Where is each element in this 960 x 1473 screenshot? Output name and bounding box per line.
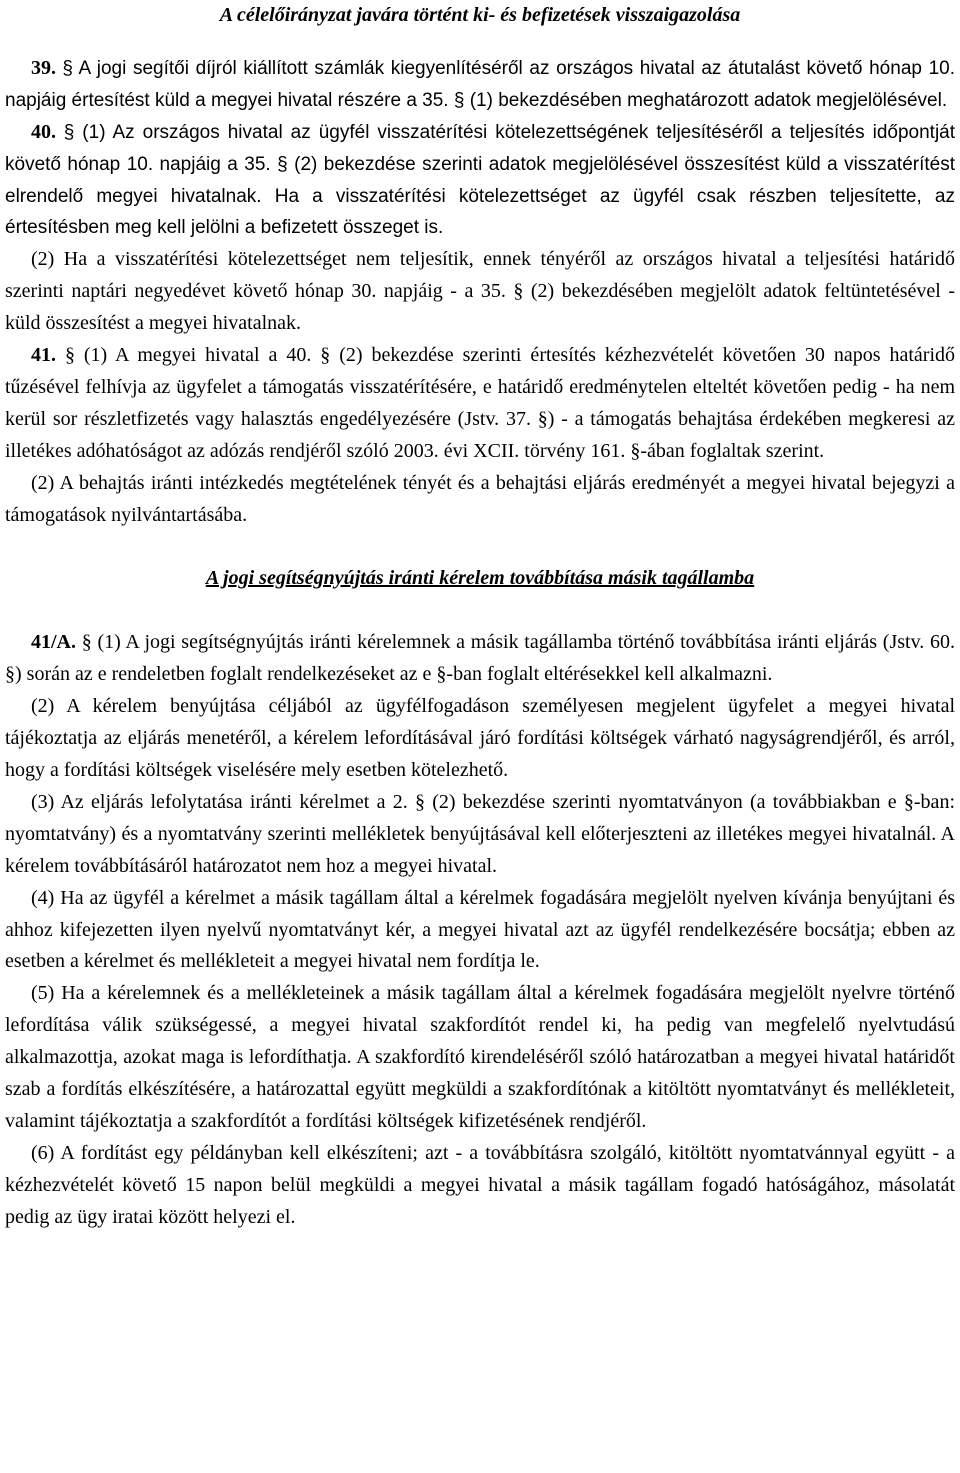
paragraph-41a-2 xyxy=(5,691,955,787)
paragraph-number: 39. xyxy=(31,56,56,79)
paragraph-39 xyxy=(5,53,955,117)
paragraph-text: (5) Ha a kérelemnek és a mellékleteinek a másik tagállam által a kérelmek fogadására megjelölt nyelvre történő lefordítása válik szükségessé, a megyei hivatal szakfordítót rendel ki, ha pedig van megfelelő nyelvtudású alkalmazottja, azokat maga is lefordíthatja. A szakfordító kirendeléséről szóló határozatban a megyei hivatal határidőt szab a fordítás elkészítésére, a határozattal együtt megküldi a szakfordítónak a kitöltött nyomtatványt és mellékleteit, valamint tájékoztatja a szakfordítót a fordítási költségek kifizetésének rendjéről. xyxy=(5,982,955,1132)
paragraph-number: 41. xyxy=(31,344,56,367)
paragraph-text: (4) Ha az ügyfél a kérelmet a másik tagállam által a kérelmek fogadására megjelölt nyelven kívánja benyújtani és ahhoz kifejezetten ilyen nyelvű nyomtatványt kér, a megyei hivatal azt az ügyfél rendelkezésére bocsátja; ebben az esetben a kérelmet és mellékleteit a megyei hivatal nem fordítja le. xyxy=(5,886,955,973)
section-title: A jogi segítségnyújtás iránti kérelem továbbítása másik tagállamba xyxy=(205,566,755,589)
section-body xyxy=(5,53,955,532)
paragraph-41a xyxy=(5,627,955,691)
paragraph-text: (2) A kérelem benyújtása céljából az ügyfélfogadáson személyesen megjelent ügyfelet a megyei hivatal tájékoztatja az eljárás menetéről, a kérelem lefordításával járó fordítási költségek várható nagyságrendjéről, és arról, hogy a fordítási költségek viselésére mely esetben kötelezhető. xyxy=(5,695,955,782)
section-title: A célelőirányzat javára történt ki- és befizetések visszaigazolása xyxy=(219,4,741,26)
paragraph-41a-6 xyxy=(5,1138,955,1234)
paragraph-text: § A jogi segítői díjról kiállított számlák kiegyenlítéséről az országos hivatal az átutalást követő hónap 10. napjáig értesítést küld a megyei hivatal részére a 35. § (1) bekezdésében meghatározott adatok megjelölésével. xyxy=(5,57,955,111)
paragraph-40 xyxy=(5,117,955,245)
paragraph-text: (6) A fordítást egy példányban kell elkészíteni; azt - a továbbításra szolgáló, kitöltött nyomtatvánnyal együtt - a kézhezvételét követő 15 napon belül megküldi a megyei hivatal a másik tagállam fogadó hatóságához, másolatát pedig az ügy iratai között helyezi el. xyxy=(5,1141,955,1228)
paragraph-41 xyxy=(5,340,955,468)
paragraph-number: 40. xyxy=(31,120,56,143)
paragraph-text: § (1) A jogi segítségnyújtás iránti kérelemnek a másik tagállamba történő továbbítása iránti eljárás (Jstv. 60. §) során az e rendeletben foglalt rendelkezéseket az e §-ban foglalt eltérésekkel kell alkalmazni. xyxy=(5,631,955,686)
section-body xyxy=(5,627,955,1233)
paragraph-41a-3 xyxy=(5,787,955,883)
paragraph-41a-4 xyxy=(5,883,955,979)
paragraph-41-2 xyxy=(5,468,955,532)
paragraph-number: 41/A. xyxy=(31,631,76,654)
paragraph-text: (2) Ha a visszatérítési kötelezettséget nem teljesítik, ennek tényéről az országos hivatal a teljesítési határidő szerinti naptári negyedévet követő hónap 30. napjáig - a 35. § (2) bekezdésében megjelölt adatok feltüntetésével - küld összesítést a megyei hivatalnak. xyxy=(5,248,955,335)
paragraph-text: (2) A behajtás iránti intézkedés megtételének tényét és a behajtási eljárás eredményét a megyei hivatal bejegyzi a támogatások nyilvántartásába. xyxy=(5,471,955,526)
paragraph-text: § (1) Az országos hivatal az ügyfél visszatérítési kötelezettségének teljesítéséről a teljesítés időpontját követő hónap 10. napjáig a 35. § (2) bekezdése szerinti adatok megjelölésével összesítést küld a visszatérítést elrendelő megyei hivatalnak. Ha a visszatérítési kötelezettséget az ügyfél csak részben teljesítette, az értesítésben meg kell jelölni a befizetett összeget is. xyxy=(5,121,956,239)
paragraph-text: (3) Az eljárás lefolytatása iránti kérelmet a 2. § (2) bekezdése szerinti nyomtatványon (a továbbiakban e §-ban: nyomtatvány) és a nyomtatvány szerinti mellékletek benyújtásával kell előterjeszteni az illetékes megyei hivatalnál. A kérelem továbbításáról határozatot nem hoz a megyei hivatal. xyxy=(5,790,955,877)
paragraph-41a-5 xyxy=(5,978,955,1138)
paragraph-text: § (1) A megyei hivatal a 40. § (2) bekezdése szerinti értesítés kézhezvételét követően 30 napos határidő tűzésével felhívja az ügyfelet a támogatás visszatérítésére, e határidő eredménytelen elteltét követően pedig - ha nem kerül sor részletfizetés vagy halasztás engedélyezésére (Jstv. 37. §) - a támogatás behajtása érdekében megkeresi az illetékes adóhatóságot az adózás rendjéről szóló 2003. évi XCII. törvény 161. §-ában foglaltak szerint. xyxy=(5,344,955,462)
paragraph-40-2 xyxy=(5,244,955,340)
